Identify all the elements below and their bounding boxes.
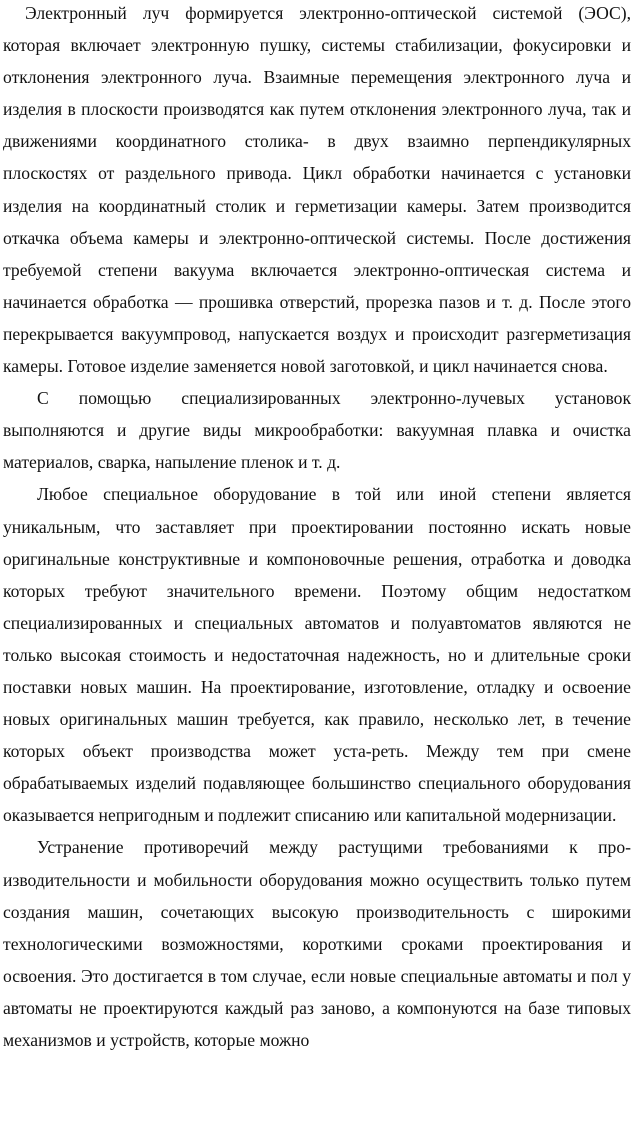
paragraph-microprocessing-types: С помощью специализированных электронно-лучевых установок выполняются и другие виды микрообработки: вакуумная плавка и очистка материалов, сварка, напыление пленок и т. д. — [3, 388, 631, 473]
paragraph-electron-beam-formation: Электронный луч формируется электронно-оптической системой (ЭОС), которая включает электронную пушку, системы стабилизации, фокусировки и отклонения электронного луча. Взаимные перемещения электронного луча и изделия в плоскости производятся как путем отклонения электронного луча, так и движениями координатного столика- в двух взаимно перпендикулярных плоскостях от раздельного привода. Цикл обработки начинается с установки изделия на координатный столик и герметизации камеры. Затем производится откачка объема камеры и электронно-оптической системы. После достижения требуемой степени вакуума включается электронно-оптическая система и начинается обработка — прошивка отверстий, прорезка пазов и т. д. После этого перекрывается вакуумпровод, напускается воздух и происходит разгерметизация камеры. Готовое изделие заменяется новой заготовкой, и цикл начинается снова. — [3, 3, 631, 377]
paragraph-productivity-mobility: Устранение противоречий между растущими требованиями к про-изводительности и мобильности оборудования можно осуществить только путем создания машин, сочетающих высокую производительность с широкими технологическими возможностями, короткими сроками проектирования и освоения. Это достигается в том случае, если новые специальные автоматы и пол у автоматы не проектируются каждый раз заново, а компонуются на базе типовых механизмов и устройств, которые можно — [3, 837, 631, 1050]
paragraph-special-equipment: Любое специальное оборудование в той или иной степени является уникальным, что заставляет при проектировании постоянно искать новые оригинальные конструктивные и компоновочные решения, отработка и доводка которых требуют значительного времени. Поэтому общим недостатком специализированных и специальных автоматов и полуавтоматов являются не только высокая стоимость и недостаточная надежность, но и длительные сроки поставки новых машин. На проектирование, изготовление, отладку и освоение новых оригинальных машин требуется, как правило, несколько лет, в течение которых объект производства может уста-реть. Между тем при смене обрабатываемых изделий подавляющее большинство специального оборудования оказывается непригодным и подлежит списанию или капитальной модернизации. — [3, 484, 631, 826]
